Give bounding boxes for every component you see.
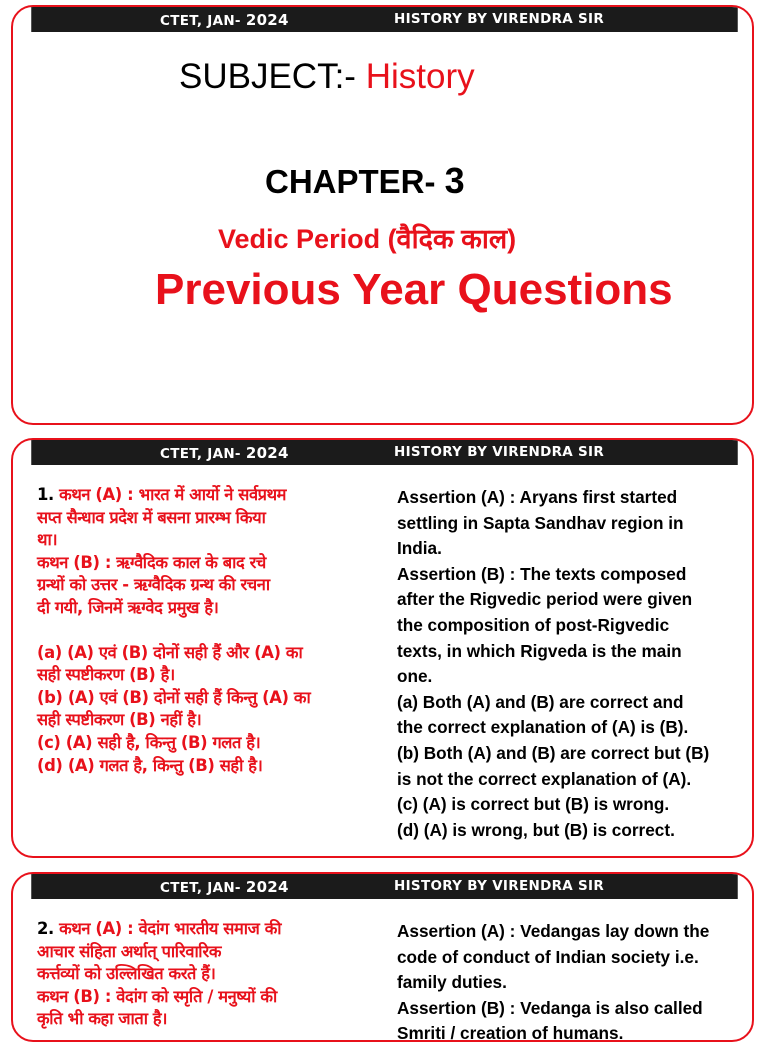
header-right: HISTORY BY VIRENDRA SIR: [394, 444, 605, 460]
english-line: settling in Sapta Sandhav region in: [397, 512, 684, 533]
subject-line: SUBJECT:- History: [179, 57, 475, 96]
question-hindi: [37, 918, 393, 1031]
header-left: CTET, JAN- 2024: [160, 444, 289, 462]
english-line: texts, in which Rigveda is the main: [397, 640, 682, 661]
header-right: HISTORY BY VIRENDRA SIR: [394, 11, 605, 27]
english-line: Assertion (B) : The texts composed: [397, 563, 687, 584]
english-option: is not the correct explanation of (A).: [397, 768, 692, 789]
title-slide: [11, 5, 754, 425]
english-line: Assertion (B) : Vedanga is also called: [397, 997, 703, 1018]
header-left: CTET, JAN- 2024: [160, 11, 289, 29]
slide-header: [31, 7, 738, 32]
english-line: Assertion (A) : Aryans first started: [397, 487, 678, 507]
hindi-option: सही स्पष्टीकरण (B) नहीं है।: [37, 710, 202, 730]
hindi-option: (a) (A) एवं (B) दोनों सही हैं और (A) का: [37, 642, 303, 662]
english-line: family duties.: [397, 972, 507, 993]
english-line: the composition of post-Rigvedic: [397, 614, 670, 635]
slide-header: [31, 874, 738, 899]
question-slide-2: [11, 872, 754, 1042]
hindi-line: 1. कथन (A) : भारत में आर्यो ने सर्वप्रथम: [37, 485, 287, 504]
hindi-line: दी गयी, जिनमें ऋग्वेद प्रमुख है।: [37, 597, 219, 617]
hindi-option: सही स्पष्टीकरण (B) है।: [37, 665, 175, 685]
english-option: (a) Both (A) and (B) are correct and: [397, 691, 684, 712]
english-option: (b) Both (A) and (B) are correct but (B): [397, 742, 710, 763]
topic-title: Vedic Period (वैदिक काल): [218, 224, 517, 254]
chapter-title: CHAPTER- 3: [265, 160, 465, 201]
hindi-line: कथन (B) : ऋग्वैदिक काल के बाद रचे: [37, 552, 266, 572]
hindi-line: आचार संहिता अर्थात् पारिवारिक: [37, 941, 222, 961]
page-title: Previous Year Questions: [155, 265, 673, 314]
slide-header: [31, 440, 738, 465]
english-line: Assertion (A) : Vedangas lay down the: [397, 921, 710, 941]
hindi-line: था।: [37, 530, 58, 550]
english-option: the correct explanation of (A) is (B).: [397, 717, 689, 738]
question-english: [397, 485, 742, 843]
hindi-line: ग्रन्थों को उत्तर - ऋग्वैदिक ग्रन्थ की रचना: [37, 575, 270, 595]
header-left: CTET, JAN- 2024: [160, 878, 289, 896]
header-right: HISTORY BY VIRENDRA SIR: [394, 878, 605, 894]
hindi-line: 2. कथन (A) : वेदांग भारतीय समाज की: [37, 919, 282, 938]
hindi-option: (b) (A) एवं (B) दोनों सही हैं किन्तु (A) का: [37, 687, 311, 707]
question-slide-1: [11, 438, 754, 858]
english-line: code of conduct of Indian society i.e.: [397, 946, 699, 967]
hindi-line: सप्त सैन्धाव प्रदेश में बसना प्रारम्भ किया: [37, 507, 266, 527]
english-option: (c) (A) is correct but (B) is wrong.: [397, 794, 670, 815]
english-line: after the Rigvedic period were given: [397, 589, 693, 610]
hindi-line: कथन (B) : वेदांग को स्मृति / मनुष्यों की: [37, 986, 277, 1006]
english-line: Smriti / creation of humans.: [397, 1023, 624, 1042]
english-line: India.: [397, 538, 442, 559]
english-line: one.: [397, 666, 433, 687]
hindi-option: (c) (A) सही है, किन्तु (B) गलत है।: [37, 732, 261, 752]
hindi-line: कर्त्तव्यों को उल्लिखित करते हैं।: [37, 964, 216, 984]
hindi-line: कृति भी कहा जाता है।: [37, 1009, 168, 1029]
question-hindi: [37, 484, 393, 777]
hindi-option: (d) (A) गलत है, किन्तु (B) सही है।: [37, 755, 263, 775]
english-option: (d) (A) is wrong, but (B) is correct.: [397, 819, 675, 840]
